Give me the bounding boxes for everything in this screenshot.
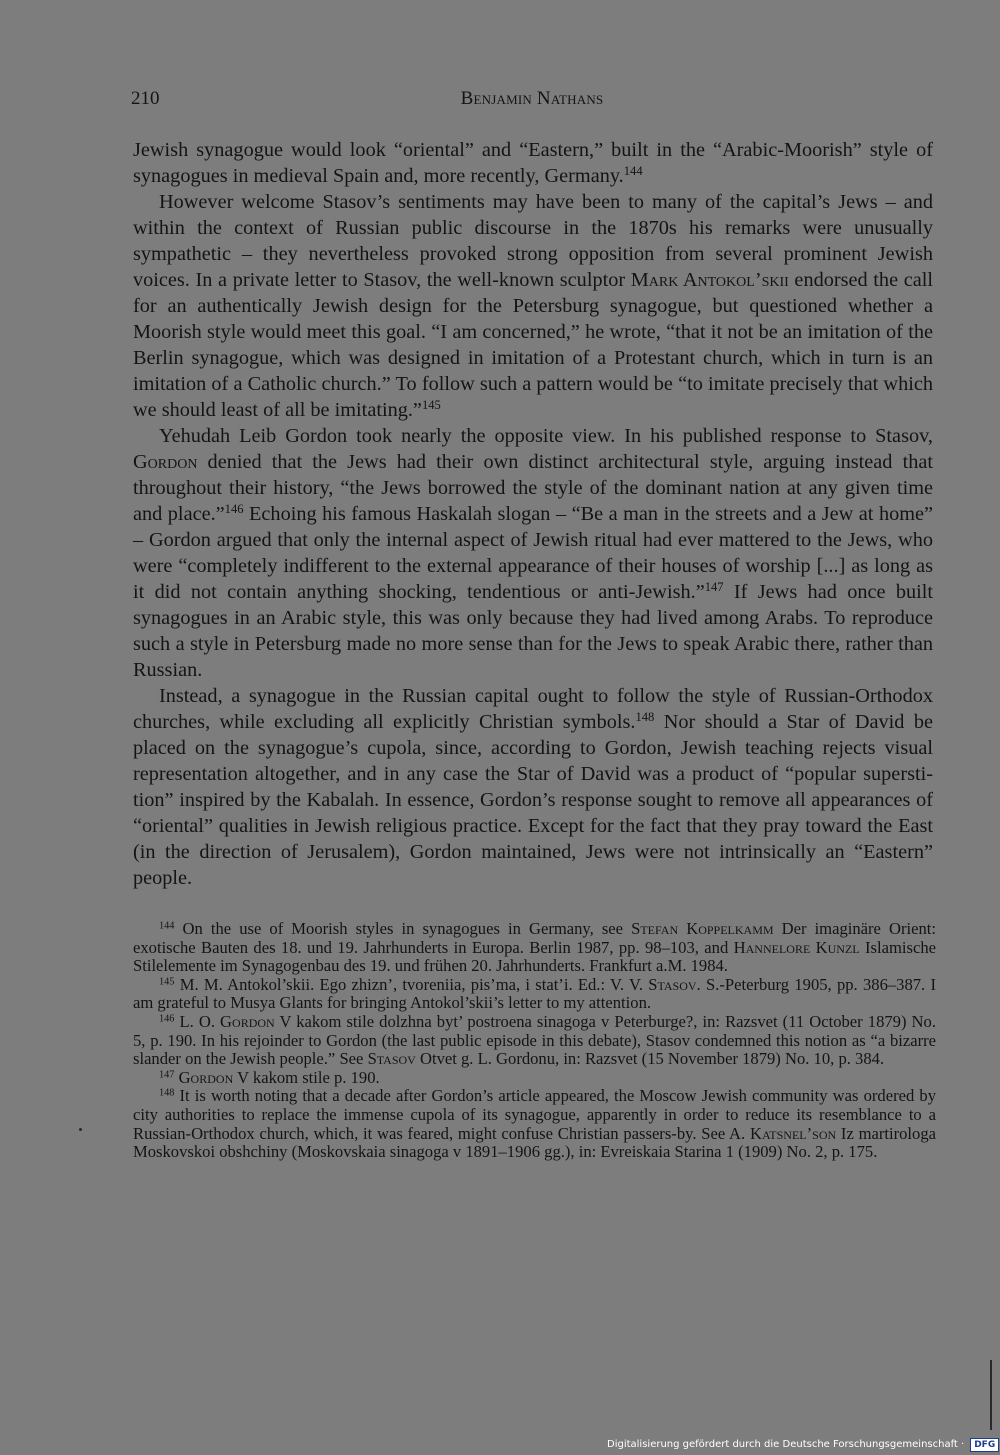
author-name: Stasov (367, 1049, 416, 1069)
footnote-ref-148[interactable]: 148 (635, 710, 655, 725)
footnote-text: V kakom stile dolzhna byt’ postroena sinagoga v Peterburge?, in: Razsvet (11 October 1879) No. 5, p. 190. In his rejoinder to Gordon (the last public episode in this debate), Stasov condemned this notion as “a bizarre slander on the Jewish people.” See (133, 1011, 936, 1069)
footnote-146 (133, 1013, 936, 1069)
footnote-148 (133, 1087, 936, 1161)
footnote-text: . S.-Peterburg 1905, pp. 386–387. I am grateful to Musya Glants for bringing Antokol’skii’s letter to my attention. (133, 974, 936, 1013)
footnote-147 (133, 1069, 936, 1088)
footnote-text: L. O. (174, 1011, 221, 1031)
dfg-logo: DFG (970, 1438, 999, 1452)
author-name: Gordon (178, 1067, 234, 1087)
paragraph-text: Yehudah Leib Gordon took nearly the opposite view. In his published response to Stasov, (159, 425, 933, 447)
page-header (131, 88, 933, 116)
paragraph-text: denied that the Jews had their own distinct architectural style, arguing instead that throughout their history, “the Jews borrowed the style of the dominant nation at any given time and place.” (133, 451, 933, 525)
footer-text: Digitalisierung gefördert durch die Deutsche Forschungsgemeinschaft · (607, 1439, 965, 1450)
footnote-text: M. M. Antokol’skii. Ego zhizn’, tvoreniia, pis’ma, i stat’i. Ed.: V. V. (174, 974, 649, 994)
scan-dust-mark (79, 1128, 82, 1131)
footnote-ref-147[interactable]: 147 (704, 580, 724, 595)
footnote-text: V kakom stile p. 190. (233, 1067, 380, 1087)
running-head: Benjamin Nathans (460, 88, 604, 109)
paragraph-text: If Jews had once built synagogues in an Arabic style, this was only because they had lived among Arabs. To reproduce such a style in Petersburg made no more sense than for the Jews to speak Arabic there, rather than Russian. (133, 581, 934, 681)
paragraph-2 (133, 189, 933, 423)
footnote-144 (133, 920, 936, 976)
author-name: Hannelore Kunzl (733, 937, 860, 957)
paragraph-text: Instead, a synagogue in the Russian capital ought to follow the style of Russian-Orthodox churches, while excluding all explicitly Christian symbols. (133, 685, 933, 733)
paragraph-text: However welcome Stasov’s sentiments may have been to many of the capital’s Jews – and within the context of Russian public discourse in the 1870s his remarks were unusually sympathetic – they nevertheless provoked strong opposition from several prominent Jewish voices. In a private letter to Stasov, the well-known sculptor (133, 191, 933, 291)
paragraph-4 (133, 683, 933, 891)
paragraph-text: endorsed the call for an authentically Jewish design for the Petersburg synagogue, but questioned whether a Moorish style would meet this goal. “I am concerned,” he wrote, “that it not be an imitation of the Berlin synagogue, which was designed in imitation of a Protestant church, which in turn is an imitation of a Catholic church.” To follow such a pattern would be “to imitate precisely that which we should least of all be imitating.” (133, 269, 933, 421)
page-number: 210 (131, 88, 160, 109)
footnote-number: 146 (159, 1013, 175, 1025)
footnote-text: On the use of Moorish styles in synagogues in Germany, see (174, 919, 632, 938)
author-name: Gordon (220, 1011, 275, 1031)
footnote-number: 145 (159, 976, 175, 988)
footnote-text: Otvet g. L. Gordonu, in: Razsvet (15 November 1879) No. 10, p. 384. (415, 1049, 885, 1069)
paragraph-text: Jewish synagogue would look “oriental” and “Eastern,” built in the “Arabic-Moorish” style of synagogues in medieval Spain and, more recently, Germany. (133, 139, 933, 187)
footnote-text: Iz martirologa Moskovskoi obshchiny (Moskovskaia sinagoga v 1891–1906 gg.), in: Evreiskaia Starina 1 (1909) No. 2, p. 175. (133, 1123, 936, 1162)
author-name: Stefan Koppelkamm (631, 919, 774, 938)
footnote-145 (133, 976, 936, 1013)
footnote-text: Islamische Stilelemente im Synagogenbau des 19. und frühen 20. Jahrhunderts. Frankfurt a.M. 1984. (133, 937, 936, 976)
footnote-ref-144[interactable]: 144 (623, 164, 643, 179)
footnote-number: 148 (159, 1087, 175, 1099)
footnote-number: 144 (159, 920, 175, 932)
author-name: Katsnel’son (749, 1123, 837, 1143)
footnote-text: It is worth noting that a decade after Gordon’s article appeared, the Moscow Jewish community was ordered by city authorities to replace the immense cupola of its synagogue, apparently in order to reduce its resemblance to a Russian-Orthodox church, which, it was feared, might confuse Christian passers-by. See A. (133, 1086, 936, 1143)
digitization-footer (607, 1438, 999, 1452)
footnote-text: Der imaginäre Orient: exotische Bauten des 18. und 19. Jahrhunderts in Europa. Berlin 1987, pp. 98–103, and (133, 919, 936, 957)
paragraph-text: Nor should a Star of David be placed on the synagogue’s cupola, since, according to Gordon, Jewish teaching rejects visual representation altogether, and in any case the Star of David was a product of “popular superstition” inspired by the Kabalah. In essence, Gordon’s response sought to remove all appearances of “oriental” qualities in Jewish religious practice. Except for the fact that they pray toward the East (in the direction of Jerusalem), Gordon maintained, Jews were not intrinsically an “Eastern” people. (133, 711, 933, 889)
footnote-number: 147 (159, 1069, 175, 1081)
body-text (133, 137, 933, 891)
author-name: Gordon (133, 451, 198, 473)
scan-margin-mark (990, 1360, 992, 1430)
footnotes (133, 920, 936, 1162)
paragraph-1 (133, 137, 933, 189)
footnote-ref-146[interactable]: 146 (224, 502, 244, 517)
author-name: Mark Antokol’skii (630, 269, 789, 291)
paragraph-3 (133, 423, 933, 683)
paragraph-text: Echoing his famous Haskalah slogan – “Be a man in the streets and a Jew at home” – Gordon argued that only the internal aspect of Jewish ritual had ever mattered to the Jews, who were “completely indifferent to the external appearance of their houses of worship [...] as long as it did not contain anything shocking, tendentious or anti-Jewish.” (133, 503, 934, 603)
footnote-ref-145[interactable]: 145 (421, 398, 441, 413)
author-name: Stasov (648, 974, 697, 994)
